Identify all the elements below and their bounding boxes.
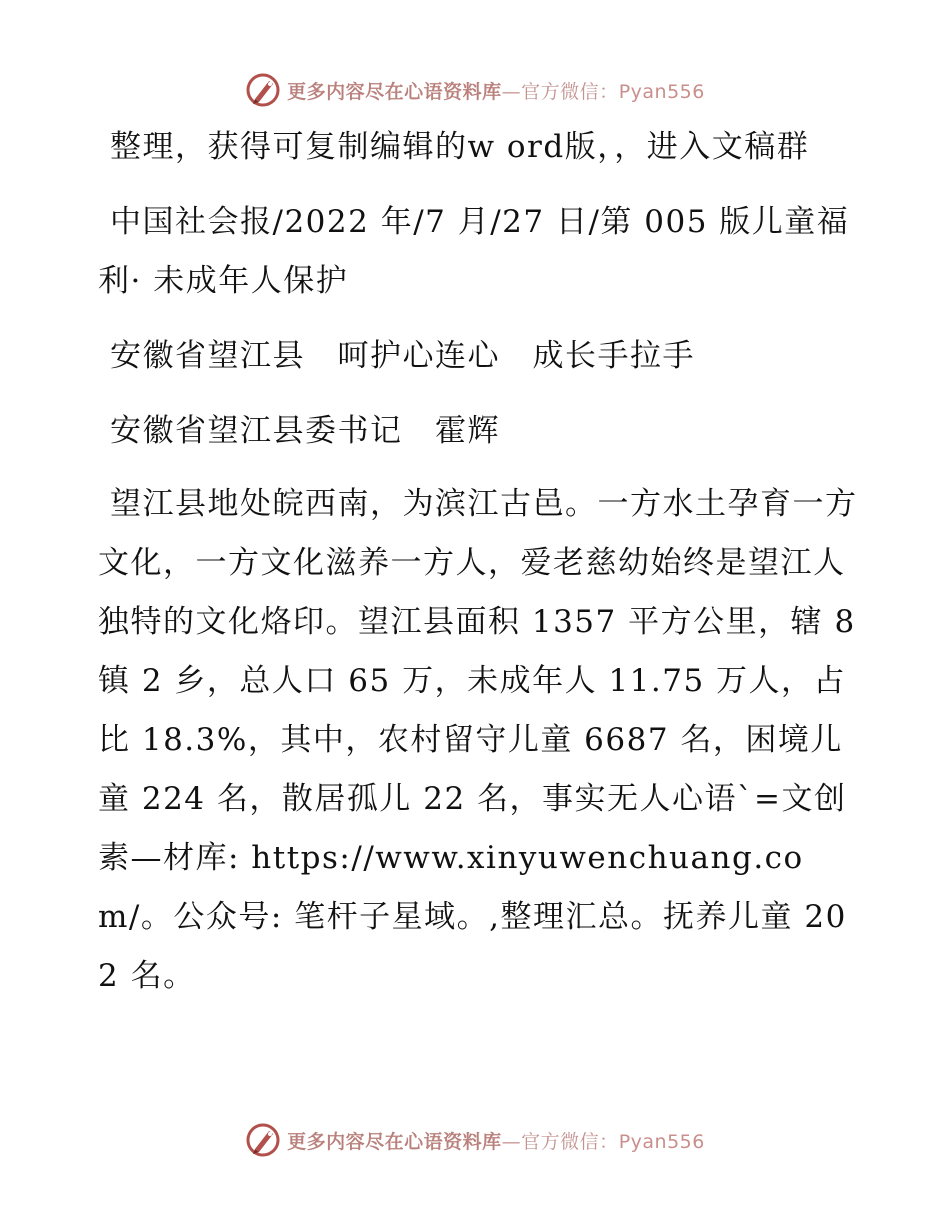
banner-wechat-label: 官方微信： [521, 80, 619, 103]
paragraph-intro: 整理，获得可复制编辑的w ord版，，进入文稿群 [110, 129, 810, 165]
paragraph-body: 望江县地处皖西南，为滨江古邑。一方水土孕育一方文化，一方文化滋养一方人，爱老慈幼始终是望江人独特的文化烙印。望江县面积 1357 平方公里，辖 8 镇 2 乡，总人口 65 万，未成年人 11.75 万人，占比 18.3%，其中，农村留守儿童 6687 名，困境儿童 224 名，散居孤儿 22 名，事实无人心语`=文创素—材库: https://www.xinyuwenchuang.com/。公众号: 笔杆子星域。,整理汇总。抚养儿童 202 名。 [98, 486, 858, 994]
header-banner [0, 70, 950, 110]
banner-wechat-id: Pyan556 [618, 80, 705, 103]
footer-banner [0, 1120, 950, 1160]
banner-wechat-id: Pyan556 [618, 1130, 705, 1153]
banner-text [287, 1127, 705, 1154]
article-title: 安徽省望江县 呵护心连心 成长手拉手 [110, 338, 695, 374]
banner-wechat-label: 官方微信： [521, 1130, 619, 1153]
banner-main-text: 更多内容尽在心语资料库 [287, 1130, 502, 1153]
pen-logo-icon [245, 72, 281, 108]
banner-dash: — [501, 80, 522, 103]
article-author: 安徽省望江县委书记 霍辉 [110, 413, 500, 449]
banner-text [287, 77, 705, 104]
document-body [98, 118, 858, 1006]
pen-logo-icon [245, 1122, 281, 1158]
banner-dash: — [501, 1130, 522, 1153]
paragraph-source: 中国社会报/2022 年/7 月/27 日/第 005 版儿童福利· 未成年人保护 [98, 204, 850, 299]
banner-main-text: 更多内容尽在心语资料库 [287, 80, 502, 103]
